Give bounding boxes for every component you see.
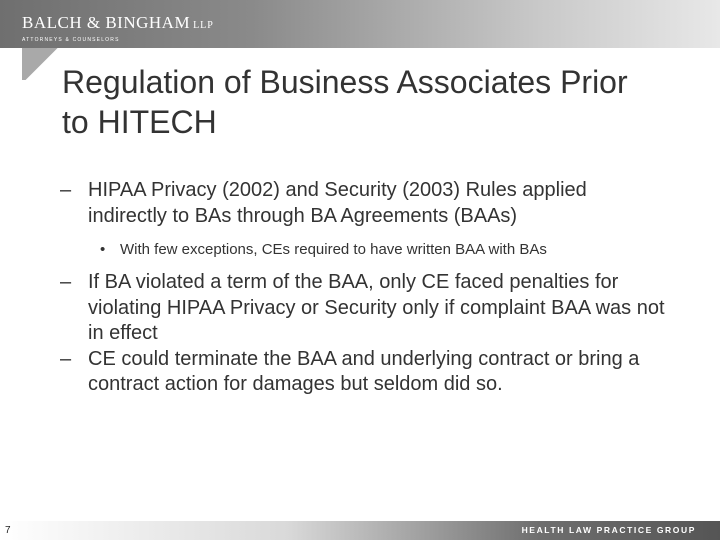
dash-marker: – [60, 179, 72, 201]
slide-title: Regulation of Business Associates Prior to HITECH [62, 64, 628, 140]
bullet-text: HIPAA Privacy (2002) and Security (2003) Rules applied indirectly to BAs through BA Agreements (BAAs) [88, 179, 587, 227]
firm-logo-name [22, 14, 214, 34]
bullet-item [60, 178, 670, 229]
bullet-dot-marker: • [100, 241, 106, 258]
firm-logo [22, 14, 214, 43]
bullet-text: CE could terminate the BAA and underlying contract or bring a contract action for damages but seldom did so. [88, 347, 640, 395]
practice-group-label: HEALTH LAW PRACTICE GROUP [521, 525, 696, 535]
bullet-item [60, 270, 670, 347]
slide-body [60, 178, 670, 412]
dash-marker: – [60, 347, 72, 370]
page-number: 7 [5, 525, 11, 536]
title-accent-tab [22, 48, 62, 80]
sub-bullet-item [60, 239, 670, 260]
firm-tagline: ATTORNEYS & COUNSELORS [22, 37, 120, 43]
firm-suffix: LLP [193, 20, 214, 31]
sub-bullet-text: With few exceptions, CEs required to have written BAA with BAs [120, 241, 547, 258]
bullet-item [60, 347, 670, 398]
dash-marker: – [60, 271, 72, 293]
bullet-text: If BA violated a term of the BAA, only CE faced penalties for violating HIPAA Privacy or Security only if complaint BAA was not in effect [88, 271, 665, 344]
firm-name: BALCH & BINGHAM [22, 13, 191, 32]
